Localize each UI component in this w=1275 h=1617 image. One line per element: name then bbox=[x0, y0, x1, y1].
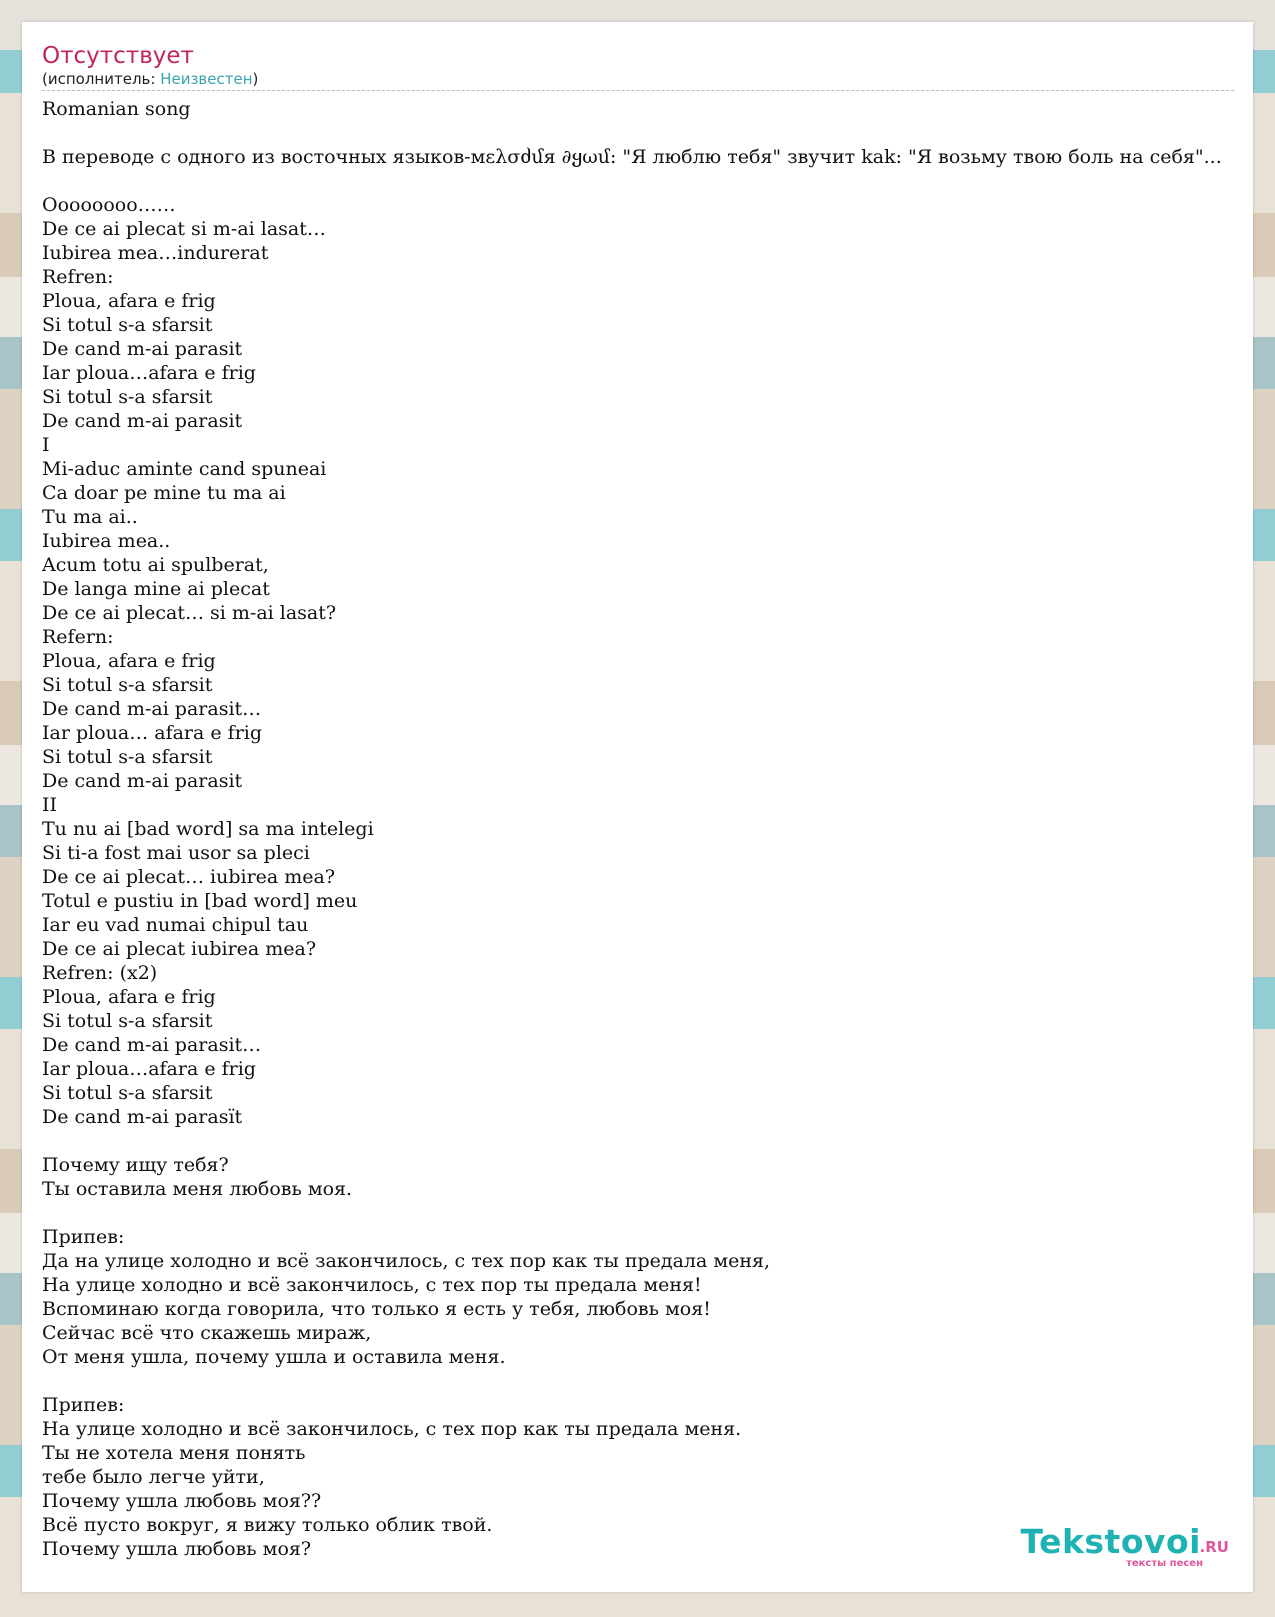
artist-suffix: ) bbox=[252, 70, 259, 88]
lyric-line: De ce ai plecat… si m-ai lasat? bbox=[42, 602, 337, 624]
lyric-line: Si totul s-a sfarsit bbox=[42, 314, 213, 336]
lyric-line: Oooooooo…… bbox=[42, 194, 176, 216]
lyric-line: De cand m-ai parasit… bbox=[42, 698, 262, 720]
lyric-blank-line bbox=[42, 121, 1247, 145]
lyric-line: Refren: bbox=[42, 266, 114, 288]
lyric-line: Ploua, afara e frig bbox=[42, 986, 216, 1008]
song-header bbox=[42, 42, 1234, 91]
lyric-line: Iar ploua…afara e frig bbox=[42, 1058, 256, 1080]
artist-line bbox=[42, 70, 1234, 88]
lyric-line: Ты не хотела меня понять bbox=[42, 1442, 306, 1464]
song-title: Отсутствует bbox=[42, 43, 194, 69]
lyric-line: Refern: bbox=[42, 626, 114, 648]
lyric-line: De cand m-ai parasït bbox=[42, 1106, 243, 1128]
lyric-blank-line bbox=[42, 1369, 1247, 1393]
lyric-line: Si ti-a fost mai usor sa pleci bbox=[42, 842, 310, 864]
lyric-line: Iar eu vad numai chipul tau bbox=[42, 914, 309, 936]
lyric-line: De cand m-ai parasit… bbox=[42, 1034, 262, 1056]
lyric-blank-line bbox=[42, 169, 1247, 193]
lyric-line: De ce ai plecat iubirea mea? bbox=[42, 938, 317, 960]
lyric-line: De ce ai plecat si m-ai lasat… bbox=[42, 218, 326, 240]
lyric-line: Si totul s-a sfarsit bbox=[42, 1010, 213, 1032]
lyric-line: На улице холодно и всё закончилось, с тех пор ты предала меня! bbox=[42, 1274, 702, 1296]
lyric-line: Iar ploua… afara e frig bbox=[42, 722, 263, 744]
lyric-line: Да на улице холодно и всё закончилось, с тех пор как ты предала меня, bbox=[42, 1250, 771, 1272]
lyric-line: II bbox=[42, 794, 58, 816]
lyrics-text bbox=[42, 97, 1247, 1561]
lyric-line: тебе было легче уйти, bbox=[42, 1466, 265, 1488]
lyric-line: Tu ma ai.. bbox=[42, 506, 138, 528]
lyric-line: Ты оставила меня любовь моя. bbox=[42, 1178, 353, 1200]
lyric-line: De cand m-ai parasit bbox=[42, 770, 243, 792]
lyric-line: Si totul s-a sfarsit bbox=[42, 1082, 213, 1104]
lyric-line: Si totul s-a sfarsit bbox=[42, 386, 213, 408]
lyric-line: В переводе с одного из восточных языков-мελσძմя ∂ყωմ: "Я люблю тебя" звучит kak: "Я возьму твою боль на себя"... bbox=[42, 146, 1222, 168]
lyric-line: На улице холодно и всё закончилось, с тех пор как ты предала меня. bbox=[42, 1418, 742, 1440]
lyric-line: De langa mine ai plecat bbox=[42, 578, 270, 600]
lyric-line: Ploua, afara e frig bbox=[42, 650, 216, 672]
lyric-line: Iubirea mea.. bbox=[42, 530, 171, 552]
lyric-line: Почему ушла любовь моя? bbox=[42, 1538, 312, 1560]
lyric-line: I bbox=[42, 434, 50, 456]
lyric-line: De ce ai plecat… iubirea mea? bbox=[42, 866, 336, 888]
lyric-blank-line bbox=[42, 1201, 1247, 1225]
lyric-line: Вспоминаю когда говорила, что только я есть у тебя, любовь моя! bbox=[42, 1298, 711, 1320]
lyric-line: Si totul s-a sfarsit bbox=[42, 674, 213, 696]
lyric-line: Romanian song bbox=[42, 98, 191, 120]
lyric-line: Почему ищу тебя? bbox=[42, 1154, 229, 1176]
site-logo[interactable] bbox=[1009, 1524, 1229, 1574]
lyric-line: Acum totu ai spulberat, bbox=[42, 554, 269, 576]
logo-wordmark: Tekstovoi bbox=[1020, 1522, 1201, 1561]
lyric-line: Ploua, afara e frig bbox=[42, 290, 216, 312]
lyric-line: Припев: bbox=[42, 1226, 125, 1248]
artist-prefix: (исполнитель: bbox=[42, 70, 161, 88]
lyric-line: De cand m-ai parasit bbox=[42, 338, 243, 360]
lyric-line: Припев: bbox=[42, 1394, 125, 1416]
lyric-line: Iubirea mea…indurerat bbox=[42, 242, 269, 264]
lyric-line: Si totul s-a sfarsit bbox=[42, 746, 213, 768]
logo-tagline: тексты песен bbox=[1126, 1558, 1203, 1569]
lyric-line: От меня ушла, почему ушла и оставила меня. bbox=[42, 1346, 506, 1368]
logo-domain: .RU bbox=[1199, 1538, 1229, 1556]
artist-link[interactable]: Неизвестен bbox=[160, 70, 253, 88]
lyric-line: Tu nu ai [bad word] sa ma intelegi bbox=[42, 818, 374, 840]
lyrics-page bbox=[22, 22, 1253, 1592]
lyric-blank-line bbox=[42, 1129, 1247, 1153]
lyric-line: Почему ушла любовь моя?? bbox=[42, 1490, 322, 1512]
lyric-line: Refren: (x2) bbox=[42, 962, 158, 984]
lyric-line: Mi-aduc aminte cand spuneai bbox=[42, 458, 327, 480]
lyric-line: Iar ploua…afara e frig bbox=[42, 362, 256, 384]
lyric-line: De cand m-ai parasit bbox=[42, 410, 243, 432]
lyric-line: Ca doar pe mine tu ma ai bbox=[42, 482, 286, 504]
lyric-line: Всё пусто вокруг, я вижу только облик твой. bbox=[42, 1514, 493, 1536]
lyric-line: Сейчас всё что скажешь мираж, bbox=[42, 1322, 372, 1344]
lyric-line: Totul e pustiu in [bad word] meu bbox=[42, 890, 358, 912]
